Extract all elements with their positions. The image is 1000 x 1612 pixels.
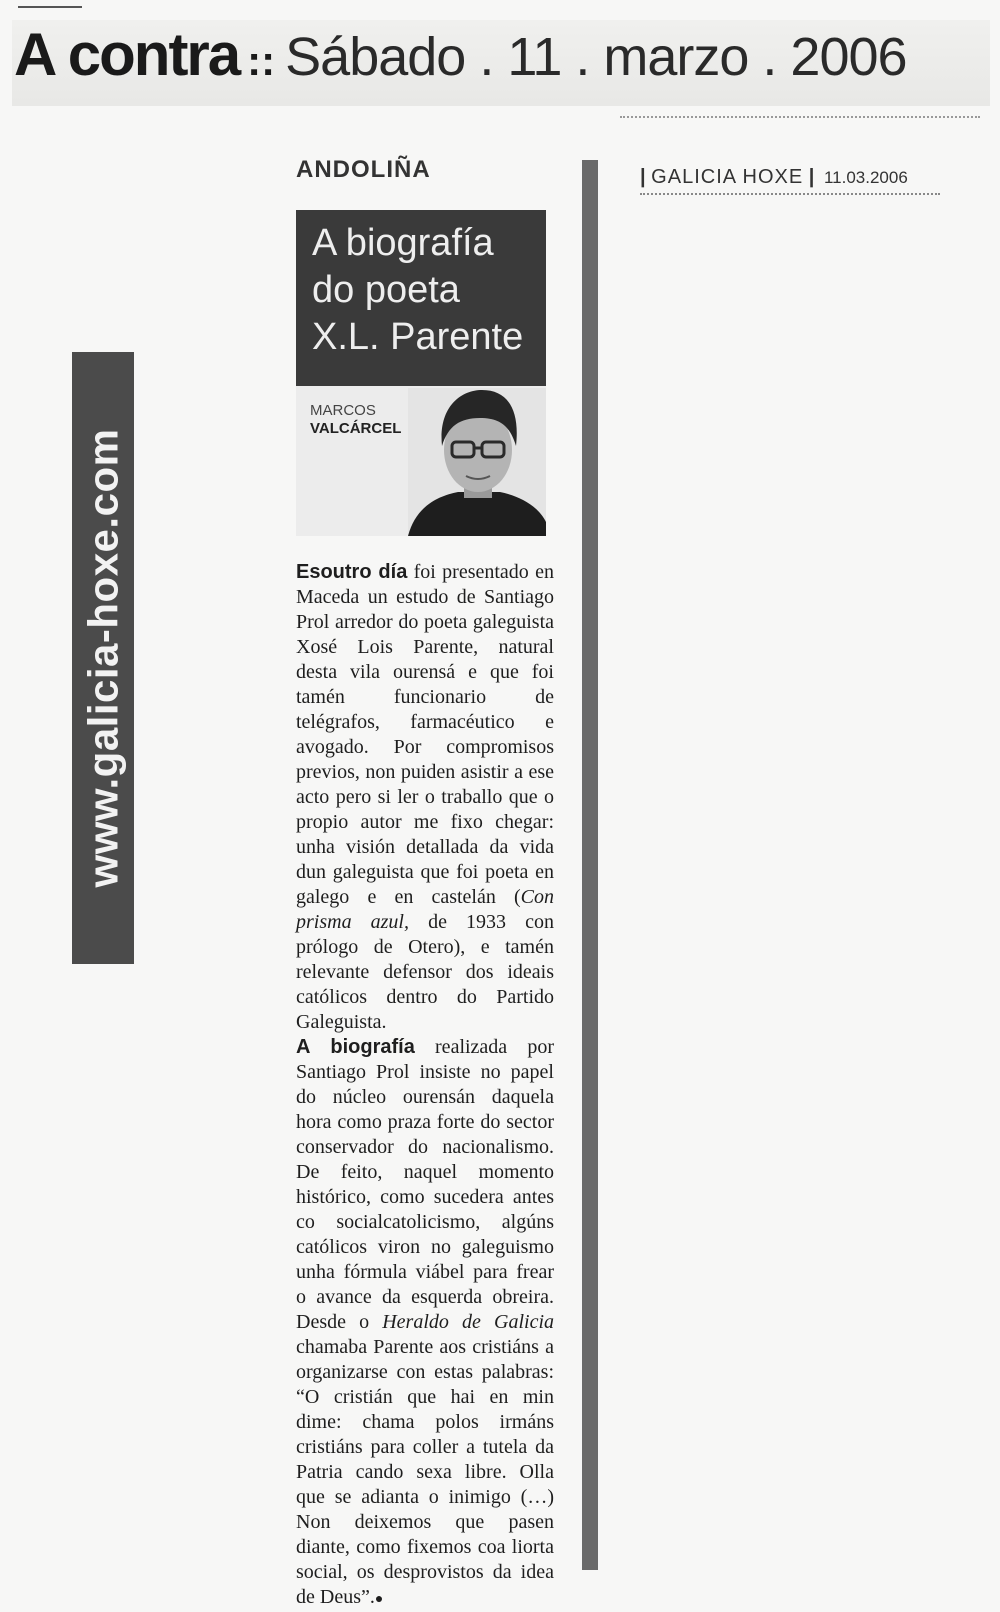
article-body: [296, 560, 555, 1608]
header-dotted-rule: [620, 108, 980, 118]
paragraph-lead: Esoutro día: [296, 561, 408, 583]
source-stamp: [640, 166, 940, 195]
author-portrait: [408, 388, 546, 536]
paragraph: [296, 1035, 554, 1612]
publication-date: 11.03.2006: [823, 168, 908, 187]
section-title: A contra: [14, 21, 240, 88]
paragraph-text: de 1933 con prólogo de Otero), e tamén relevante defensor dos ideais católicos dentro do Partido Galeguista.: [296, 911, 554, 1033]
end-mark: ●: [374, 1592, 384, 1607]
top-rule: [18, 6, 82, 8]
paragraph-text: chamaba Parente aos cristiáns a organizarse con estas palabras: “O cristián que hai en min dime: chama polos irmáns cristiáns para coller a tutela da Patria cando sexa libre. Olla que se adianta o inimigo (…) Non deixemos que pasen diante, como fixemos coa liorta social, os desprovistos da idea de Deus”.: [296, 1336, 554, 1608]
book-title: Con prisma azul,: [296, 886, 554, 933]
website-url: www.galicia-hoxe.com: [79, 428, 126, 888]
publication-name: GALICIA HOXE: [651, 166, 804, 188]
stamp-divider: |: [808, 166, 815, 188]
newspaper-title: Heraldo de Galicia: [382, 1311, 555, 1333]
author-last-name: VALCÁRCEL: [310, 420, 402, 437]
paragraph-text: foi presentado en Maceda un estudo de Santiago Prol arredor do poeta galeguista Xosé Lois Parente, natural desta vila ourensá e que foi tamén funcionario de telégrafos, farmacéutico e avogado. Por compromisos previos, non puiden asistir a ese acto pero si ler o traballo que o propio autor me fixo chegar: unha visión detallada da vida dun galeguista que foi poeta en galego e en castelán (: [296, 561, 554, 908]
side-url-banner: [72, 352, 134, 964]
header-separator: ::: [247, 37, 276, 84]
column-kicker: ANDOLIÑA: [296, 156, 431, 183]
headline-box: [296, 210, 546, 386]
column-rule: [582, 160, 598, 1570]
header-date: Sábado . 11 . marzo . 2006: [285, 27, 907, 87]
paragraph-lead: A biografía: [296, 1036, 415, 1058]
stamp-divider: |: [640, 166, 646, 188]
author-box: [296, 386, 546, 536]
author-first-name: MARCOS: [310, 402, 376, 419]
paragraph: [296, 560, 554, 1035]
page-header: [12, 20, 990, 106]
article-headline: A biografía do poeta X.L. Parente: [312, 222, 524, 358]
paragraph-text: realizada por Santiago Prol insiste no papel do núcleo ourensán daquela hora como praza forte do sector conservador do nacionalismo. De feito, naquel momento histórico, como sucedera antes co socialcatolicismo, algúns católicos viron no galeguismo unha fórmula viábel para frear o avance da esquerda obreira. Desde o: [296, 1036, 554, 1333]
